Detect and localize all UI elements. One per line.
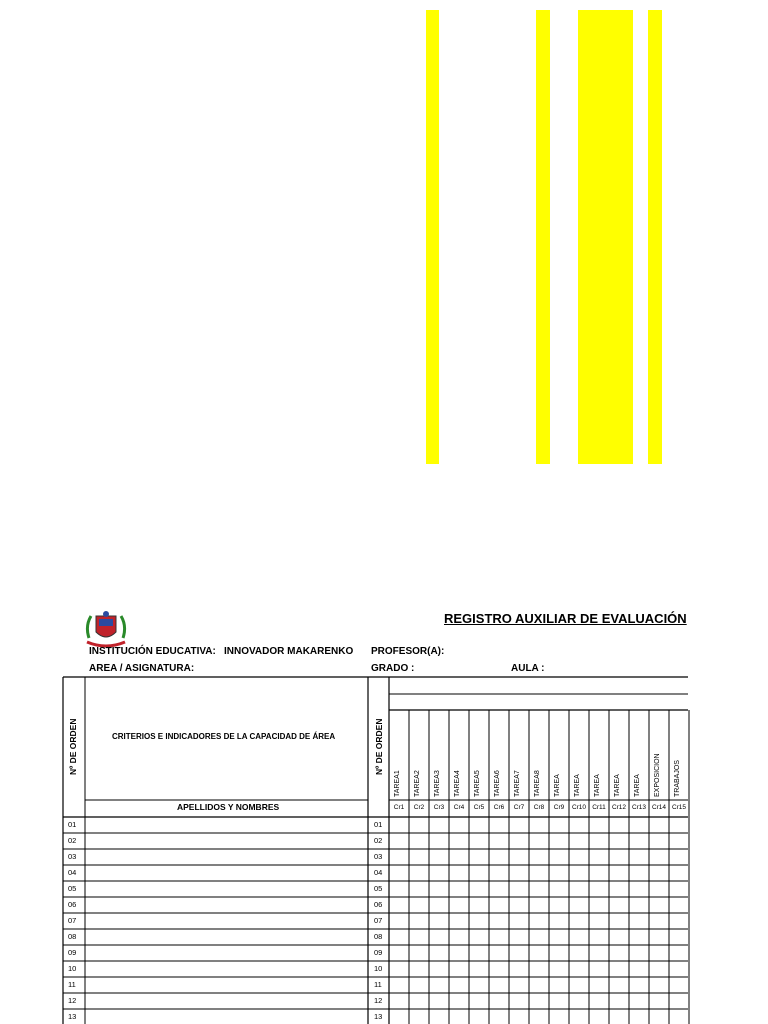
task-label-15: TRABAJOS: [674, 760, 681, 797]
row-number-right: 13: [374, 1012, 383, 1021]
row-number-right: 01: [374, 820, 383, 829]
highlight-bar-1: [426, 10, 439, 464]
institution-value: INNOVADOR MAKARENKO: [224, 646, 354, 657]
task-label-8: TAREA8: [534, 770, 541, 797]
row-number-right: 07: [374, 916, 383, 925]
row-number-left: 02: [68, 836, 77, 845]
row-number-left: 05: [68, 884, 77, 893]
task-label-4: TAREA4: [454, 770, 461, 797]
task-label-11: TAREA: [594, 774, 601, 797]
task-label-9: TAREA: [554, 774, 561, 797]
evaluation-sheet: [0, 600, 768, 1024]
teacher-label: PROFESOR(A):: [371, 646, 445, 657]
criterion-code-15: Cr15: [671, 804, 687, 811]
order-header-right: Nº DE ORDEN: [374, 718, 384, 775]
task-label-10: TAREA: [574, 774, 581, 797]
classroom-label: AULA :: [511, 663, 545, 674]
row-number-left: 01: [68, 820, 77, 829]
criterion-code-1: Cr1: [393, 804, 405, 811]
page-title: REGISTRO AUXILIAR DE EVALUACIÓN: [444, 611, 687, 626]
row-number-right: 04: [374, 868, 383, 877]
highlight-bar-3: [578, 10, 633, 464]
task-label-6: TAREA6: [494, 770, 501, 797]
criterion-code-5: Cr5: [473, 804, 485, 811]
order-header-left: Nº DE ORDEN: [68, 718, 78, 775]
criterion-code-4: Cr4: [453, 804, 465, 811]
row-number-right: 12: [374, 996, 383, 1005]
area-label: AREA / ASIGNATURA:: [89, 663, 195, 674]
row-number-right: 03: [374, 852, 383, 861]
row-number-left: 13: [68, 1012, 77, 1021]
criteria-header: CRITERIOS E INDICADORES DE LA CAPACIDAD DE ÁREA: [112, 732, 336, 741]
row-number-left: 08: [68, 932, 77, 941]
row-number-left: 03: [68, 852, 77, 861]
row-number-left: 04: [68, 868, 77, 877]
task-label-5: TAREA5: [474, 770, 481, 797]
task-label-1: TAREA1: [394, 770, 401, 797]
criterion-code-2: Cr2: [413, 804, 425, 811]
task-label-3: TAREA3: [434, 770, 441, 797]
institution-label: INSTITUCIÓN EDUCATIVA:: [89, 646, 216, 657]
criterion-code-12: Cr12: [611, 804, 627, 811]
row-number-right: 10: [374, 964, 383, 973]
row-number-right: 06: [374, 900, 383, 909]
task-label-13: TAREA: [634, 774, 641, 797]
row-number-left: 09: [68, 948, 77, 957]
row-number-right: 02: [374, 836, 383, 845]
row-number-left: 06: [68, 900, 77, 909]
row-number-left: 12: [68, 996, 77, 1005]
row-number-left: 07: [68, 916, 77, 925]
criterion-code-7: Cr7: [513, 804, 525, 811]
criterion-code-3: Cr3: [433, 804, 445, 811]
criterion-code-6: Cr6: [493, 804, 505, 811]
row-number-right: 09: [374, 948, 383, 957]
criterion-code-9: Cr9: [553, 804, 565, 811]
row-number-left: 10: [68, 964, 77, 973]
evaluation-grid: [0, 600, 768, 1024]
task-label-7: TAREA7: [514, 770, 521, 797]
row-number-right: 05: [374, 884, 383, 893]
names-header: APELLIDOS Y NOMBRES: [177, 802, 280, 812]
task-label-2: TAREA2: [414, 770, 421, 797]
row-number-right: 11: [374, 980, 382, 989]
highlight-bar-4: [648, 10, 662, 464]
task-label-12: TAREA: [614, 774, 621, 797]
criterion-code-13: Cr13: [631, 804, 647, 811]
criterion-code-10: Cr10: [571, 804, 587, 811]
criterion-code-8: Cr8: [533, 804, 545, 811]
row-number-left: 11: [68, 980, 76, 989]
criterion-code-14: Cr14: [651, 804, 667, 811]
row-number-right: 08: [374, 932, 383, 941]
highlight-bar-2: [536, 10, 550, 464]
grade-label: GRADO :: [371, 663, 415, 674]
task-label-14: EXPOSICION: [654, 753, 661, 797]
criterion-code-11: Cr11: [592, 804, 606, 811]
